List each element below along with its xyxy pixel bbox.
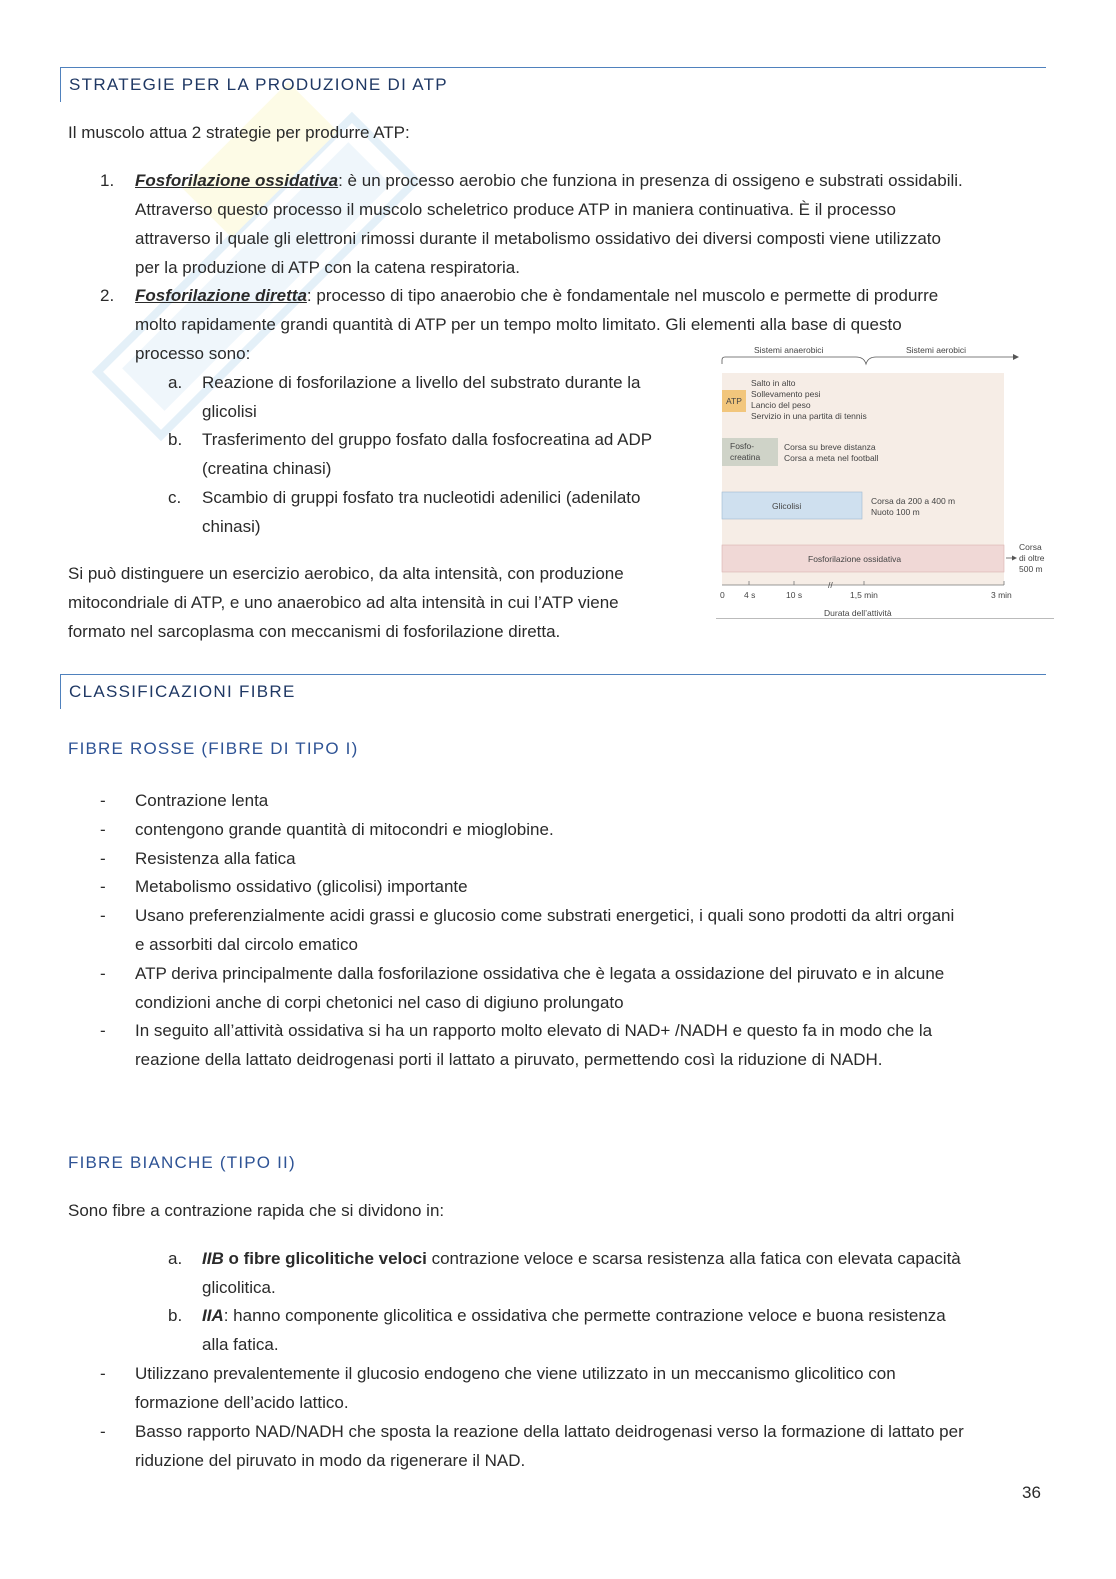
figure-bottom-rule bbox=[716, 618, 1054, 619]
intro-paragraph: Il muscolo attua 2 strategie per produrre ATP: bbox=[68, 123, 410, 142]
header-arrow bbox=[1013, 354, 1019, 360]
text-line: chinasi) bbox=[202, 517, 261, 536]
bullet-dash: - bbox=[100, 877, 106, 896]
bullet-text: Basso rapporto NAD/NADH che sposta la reazione della lattato deidrogenasi verso la formazione di lattato per bbox=[135, 1422, 964, 1441]
energy-systems-diagram bbox=[716, 340, 1054, 620]
header-anaerobic: Sistemi anaerobici bbox=[754, 345, 824, 355]
text-line: glicolisi bbox=[202, 402, 257, 421]
bullet-dash: - bbox=[100, 849, 106, 868]
bullet-text: ATP deriva principalmente dalla fosforilazione ossidativa che è legata a ossidazione del piruvato e in alcune bbox=[135, 964, 945, 983]
tick-label: 10 s bbox=[786, 590, 803, 600]
bullet-dash: - bbox=[100, 1364, 106, 1383]
text-line: Scambio di gruppi fosfato tra nucleotidi adenilici (adenilato bbox=[202, 488, 641, 507]
text-line: : processo di tipo anaerobio che è fondamentale nel muscolo e permette di produrre bbox=[306, 286, 939, 305]
term-glicolitiche-veloci: o fibre glicolitiche veloci bbox=[223, 1249, 427, 1268]
sublist-letter: b. bbox=[168, 430, 183, 449]
bullet-dash: - bbox=[100, 964, 106, 983]
activity-text: Corsa su breve distanza bbox=[784, 442, 876, 452]
header-aerobic: Sistemi aerobici bbox=[906, 345, 966, 355]
activity-text: Corsa da 200 a 400 m bbox=[871, 496, 956, 506]
tick-label: 3 min bbox=[991, 590, 1012, 600]
energy-systems-figure bbox=[716, 340, 1054, 620]
text-line: processo sono: bbox=[135, 344, 251, 363]
bullet-dash: - bbox=[100, 906, 106, 925]
text-line: (creatina chinasi) bbox=[202, 459, 332, 478]
text-line: attraverso il quale gli elettroni rimossi durante il metabolismo ossidativo dei diversi composti viene utilizzato bbox=[135, 229, 941, 248]
term-iib: IIB bbox=[202, 1249, 224, 1268]
activity-text: 500 m bbox=[1019, 564, 1043, 574]
subheading-fibre-bianche: FIBRE BIANCHE (TIPO II) bbox=[68, 1153, 296, 1172]
bullet-text: reazione della lattato deidrogenasi porti il lattato a piruvato, permettendo così la riduzione di NADH. bbox=[135, 1050, 883, 1069]
continuation-arrowhead bbox=[1012, 556, 1017, 561]
list-item-text bbox=[135, 166, 1040, 195]
section-heading-atp bbox=[60, 67, 1046, 102]
term-fosforilazione-diretta: Fosforilazione diretta bbox=[135, 286, 307, 305]
list-number: 1. bbox=[100, 171, 115, 190]
sublist-letter: a. bbox=[168, 373, 183, 392]
text-line: Attraverso questo processo il muscolo scheletrico produce ATP in maniera continuativa. È il processo bbox=[135, 200, 896, 219]
activity-text: Servizio in una partita di tennis bbox=[751, 411, 867, 421]
text-line: alla fatica. bbox=[202, 1335, 279, 1354]
bullet-text: Usano preferenzialmente acidi grassi e glucosio come substrati energetici, i quali sono prodotti da altri organi bbox=[135, 906, 955, 925]
term-fosforilazione-ossidativa: Fosforilazione ossidativa bbox=[135, 171, 339, 190]
list-number: 2. bbox=[100, 286, 115, 305]
activity-text: di oltre bbox=[1019, 553, 1045, 563]
list-item-text bbox=[135, 281, 1040, 310]
text-line: glicolitica. bbox=[202, 1278, 276, 1297]
sublist-letter: b. bbox=[168, 1306, 183, 1325]
bullet-text: riduzione del piruvato in modo da rigenerare il NAD. bbox=[135, 1451, 526, 1470]
section-title: CLASSIFICAZIONI FIBRE bbox=[69, 682, 296, 701]
tick-label: 4 s bbox=[744, 590, 756, 600]
activity-text: Nuoto 100 m bbox=[871, 507, 920, 517]
text-line: formato nel sarcoplasma con meccanismi di fosforilazione diretta. bbox=[68, 622, 561, 641]
text-line: Trasferimento del gruppo fosfato dalla fosfocreatina ad ADP bbox=[202, 430, 653, 449]
bullet-text: condizioni anche di corpi chetonici nel caso di digiuno prolungato bbox=[135, 993, 624, 1012]
tick-label: 1,5 min bbox=[850, 590, 878, 600]
bullet-text: Contrazione lenta bbox=[135, 791, 269, 810]
text-line: : è un processo aerobio che funziona in presenza di ossigeno e substrati ossidabili. bbox=[338, 171, 963, 190]
bullet-text: In seguito all’attività ossidativa si ha un rapporto molto elevato di NAD+ /NADH e questo fa in modo che la bbox=[135, 1021, 933, 1040]
sublist-letter: a. bbox=[168, 1249, 183, 1268]
activity-text: Corsa bbox=[1019, 542, 1042, 552]
bullet-text: Utilizzano prevalentemente il glucosio endogeno che viene utilizzato in un meccanismo glicolitico con bbox=[135, 1364, 896, 1383]
tick-label: 0 bbox=[720, 590, 725, 600]
glicolisi-label: Glicolisi bbox=[772, 501, 802, 511]
intro-paragraph: Sono fibre a contrazione rapida che si dividono in: bbox=[68, 1201, 445, 1220]
bullet-text: contengono grande quantità di mitocondri e mioglobine. bbox=[135, 820, 554, 839]
ossidativa-label: Fosforilazione ossidativa bbox=[808, 554, 902, 564]
bullet-dash: - bbox=[100, 1021, 106, 1040]
bullet-dash: - bbox=[100, 791, 106, 810]
activity-text: Lancio del peso bbox=[751, 400, 811, 410]
bullet-text: formazione dell’acido lattico. bbox=[135, 1393, 349, 1412]
section-title: STRATEGIE PER LA PRODUZIONE DI ATP bbox=[69, 75, 448, 94]
subtype-text bbox=[202, 1244, 1042, 1273]
bullet-text: Resistenza alla fatica bbox=[135, 849, 296, 868]
subheading-fibre-rosse: FIBRE ROSSE (FIBRE DI TIPO I) bbox=[68, 739, 359, 758]
activity-text: Corsa a meta nel football bbox=[784, 453, 879, 463]
header-bracket bbox=[722, 357, 1016, 364]
text-line: per la produzione di ATP con la catena respiratoria. bbox=[135, 258, 520, 277]
term-iia: IIA bbox=[202, 1306, 224, 1325]
subtype-text bbox=[202, 1301, 1042, 1330]
section-heading-classificazioni bbox=[60, 674, 1046, 709]
bullet-text: Metabolismo ossidativo (glicolisi) importante bbox=[135, 877, 468, 896]
fosfocreatina-label: creatina bbox=[730, 452, 761, 462]
text-line: contrazione veloce e scarsa resistenza alla fatica con elevata capacità bbox=[426, 1249, 961, 1268]
text-line: Si può distinguere un esercizio aerobico, da alta intensità, con produzione bbox=[68, 564, 624, 583]
activity-text: Salto in alto bbox=[751, 378, 796, 388]
text-line: : hanno componente glicolitica e ossidativa che permette contrazione veloce e buona resistenza bbox=[223, 1306, 946, 1325]
bullet-text: e assorbiti dal circolo ematico bbox=[135, 935, 358, 954]
text-line: Reazione di fosforilazione a livello del substrato durante la bbox=[202, 373, 641, 392]
activity-text: Sollevamento pesi bbox=[751, 389, 821, 399]
sublist-letter: c. bbox=[168, 488, 182, 507]
atp-label: ATP bbox=[726, 396, 742, 406]
fosfocreatina-label: Fosfo- bbox=[730, 441, 755, 451]
page-number: 36 bbox=[1022, 1483, 1041, 1502]
axis-break: // bbox=[828, 580, 833, 590]
text-line: mitocondriale di ATP, e uno anaerobico ad alta intensità in cui l’ATP viene bbox=[68, 593, 619, 612]
bullet-dash: - bbox=[100, 1422, 106, 1441]
bullet-dash: - bbox=[100, 820, 106, 839]
x-axis-label: Durata dell’attività bbox=[824, 608, 892, 618]
text-line: molto rapidamente grandi quantità di ATP per un tempo molto limitato. Gli elementi alla base di questo bbox=[135, 315, 902, 334]
